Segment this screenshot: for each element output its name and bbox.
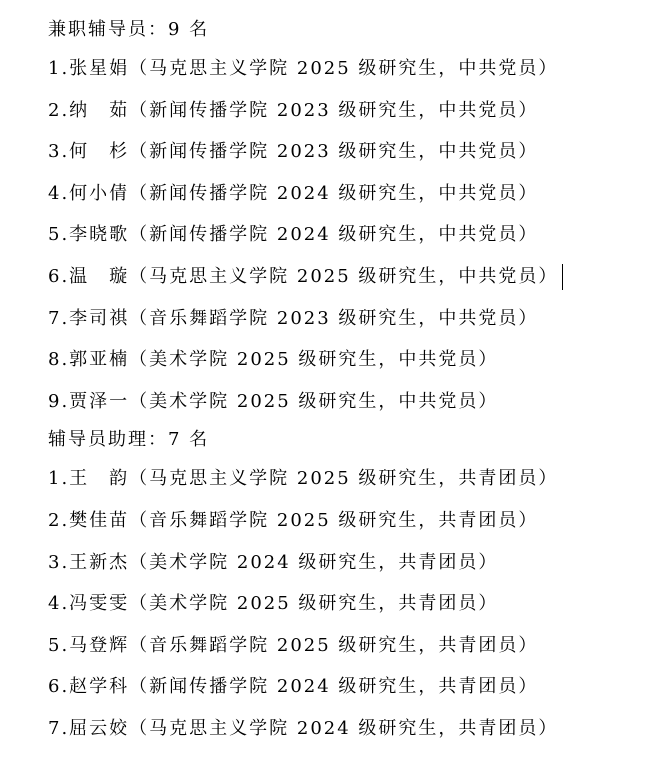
list-item: 5.李晓歌（新闻传播学院 2024 级研究生，中共党员）	[48, 224, 539, 246]
list-item: 4.何小倩（新闻传播学院 2024 级研究生，中共党员）	[48, 182, 539, 204]
section-heading-part-time-counselors: 兼职辅导员：9 名	[48, 19, 210, 40]
list-item: 8.郭亚楠（美术学院 2025 级研究生，中共党员）	[48, 349, 499, 371]
list-item: 3.王新杰（美术学院 2024 级研究生，共青团员）	[48, 551, 499, 573]
list-item: 7.屈云姣（马克思主义学院 2024 级研究生，共青团员）	[48, 717, 559, 739]
section-heading-counselor-assistants: 辅导员助理：7 名	[48, 429, 210, 451]
list-item-text: 2.纳 茹（新闻传播学院 2023 级研究生，中共党员）	[48, 99, 539, 121]
document-body[interactable]	[48, 12, 638, 750]
list-item-text: 6.温 璇（马克思主义学院 2025 级研究生，中共党员）	[48, 265, 559, 287]
list-item	[48, 256, 638, 298]
list-item: 1.王 韵（马克思主义学院 2025 级研究生，共青团员）	[48, 468, 559, 490]
list-item: 6.赵学科（新闻传播学院 2024 级研究生，共青团员）	[48, 676, 539, 698]
list-item: 4.冯雯雯（美术学院 2025 级研究生，共青团员）	[48, 593, 499, 615]
list-item: 9.贾泽一（美术学院 2025 级研究生，中共党员）	[48, 390, 499, 412]
list-item: 5.马登辉（音乐舞蹈学院 2025 级研究生，共青团员）	[48, 634, 539, 656]
list-item: 3.何 杉（新闻传播学院 2023 级研究生，中共党员）	[48, 141, 539, 163]
list-item: 7.李司祺（音乐舞蹈学院 2023 级研究生，中共党员）	[48, 307, 539, 329]
text-cursor	[562, 264, 563, 290]
list-item: 2.樊佳苗（音乐舞蹈学院 2025 级研究生，共青团员）	[48, 509, 539, 531]
list-item	[48, 90, 638, 132]
list-item: 1.张星娟（马克思主义学院 2025 级研究生，中共党员）	[48, 58, 559, 79]
